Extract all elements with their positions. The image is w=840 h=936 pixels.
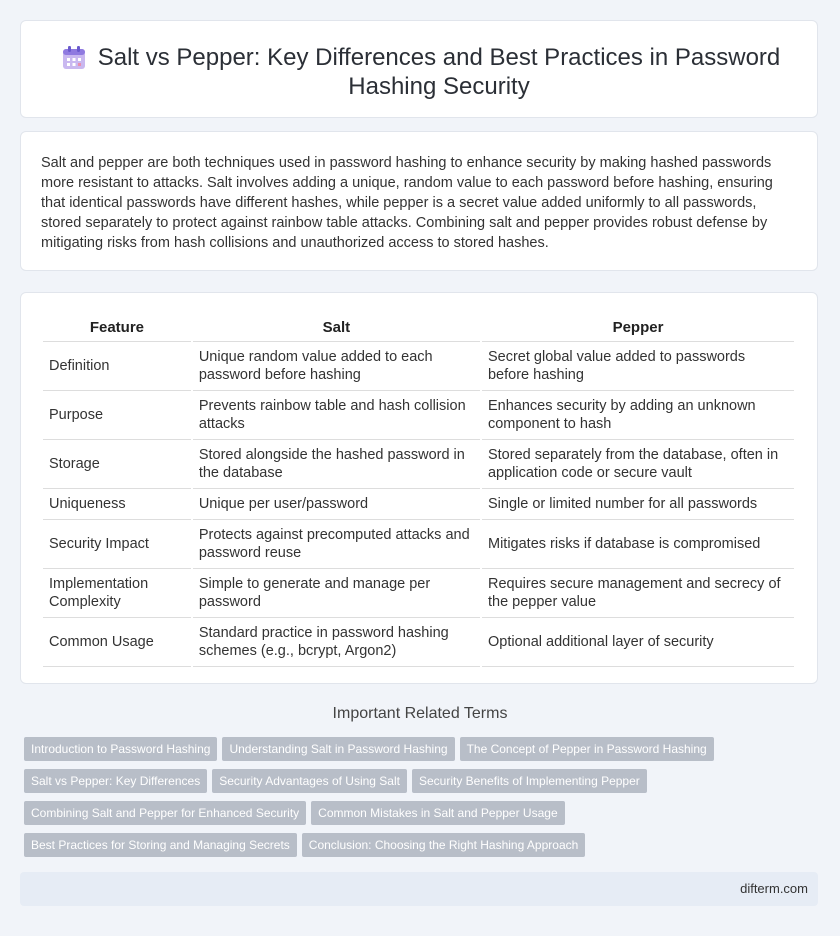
- header-feature: Feature: [43, 313, 191, 342]
- related-term-tag[interactable]: Salt vs Pepper: Key Differences: [24, 769, 207, 793]
- table-row: [43, 489, 794, 520]
- table-cell: Unique random value added to each password before hashing: [193, 342, 480, 391]
- table-cell: Stored alongside the hashed password in the database: [193, 440, 480, 489]
- related-term-tag[interactable]: The Concept of Pepper in Password Hashing: [460, 737, 714, 761]
- related-term-tag[interactable]: Introduction to Password Hashing: [24, 737, 217, 761]
- page-header: [20, 20, 818, 118]
- table-cell: Simple to generate and manage per password: [193, 569, 480, 618]
- page-footer: [20, 872, 818, 906]
- related-term-tag[interactable]: Combining Salt and Pepper for Enhanced Security: [24, 801, 306, 825]
- related-terms-list: [24, 737, 804, 865]
- table-row: [43, 618, 794, 667]
- table-cell: Storage: [43, 440, 191, 489]
- table-cell: Mitigates risks if database is compromised: [482, 520, 794, 569]
- table-cell: Single or limited number for all passwords: [482, 489, 794, 520]
- related-terms-heading: Important Related Terms: [332, 705, 508, 722]
- table-cell: Stored separately from the database, often in application code or secure vault: [482, 440, 794, 489]
- table-cell: Purpose: [43, 391, 191, 440]
- table-row: [43, 569, 794, 618]
- related-term-tag[interactable]: Security Advantages of Using Salt: [212, 769, 407, 793]
- table-row: [43, 342, 794, 391]
- related-term-tag[interactable]: Understanding Salt in Password Hashing: [222, 737, 454, 761]
- page-title: Salt vs Pepper: Key Differences and Best Practices in Password Hashing Security: [97, 44, 781, 100]
- table-row: [43, 520, 794, 569]
- table-cell: Implementation Complexity: [43, 569, 191, 618]
- table-cell: Optional additional layer of security: [482, 618, 794, 667]
- table-cell: Security Impact: [43, 520, 191, 569]
- related-term-tag[interactable]: Security Benefits of Implementing Pepper: [412, 769, 647, 793]
- comparison-table-card: [20, 292, 818, 684]
- table-cell: Enhances security by adding an unknown component to hash: [482, 391, 794, 440]
- related-term-tag[interactable]: Common Mistakes in Salt and Pepper Usage: [311, 801, 564, 825]
- related-term-tag[interactable]: Best Practices for Storing and Managing Secrets: [24, 833, 297, 857]
- table-cell: Standard practice in password hashing schemes (e.g., bcrypt, Argon2): [193, 618, 480, 667]
- intro-section: [20, 131, 818, 271]
- header-salt: Salt: [193, 313, 480, 342]
- table-row: [43, 391, 794, 440]
- table-cell: Prevents rainbow table and hash collision attacks: [193, 391, 480, 440]
- table-cell: Definition: [43, 342, 191, 391]
- table-row: [43, 440, 794, 489]
- comparison-table: [41, 313, 796, 667]
- intro-paragraph: Salt and pepper are both techniques used in password hashing to enhance security by making hashed passwords more resistant to attacks. Salt involves adding a unique, random value to each password before hashing, ensuring that identical passwords have different hashes, while pepper is a secret value added uniformly to all passwords, stored separately to protect against rainbow table attacks. Combining salt and pepper provides robust defense by mitigating risks from hash collisions and unauthorized access to stored hashes.: [41, 155, 773, 251]
- table-cell: Protects against precomputed attacks and password reuse: [193, 520, 480, 569]
- table-cell: Common Usage: [43, 618, 191, 667]
- table-cell: Requires secure management and secrecy of the pepper value: [482, 569, 794, 618]
- header-pepper: Pepper: [482, 313, 794, 342]
- footer-site-link[interactable]: difterm.com: [740, 881, 808, 896]
- table-header-row: [43, 313, 794, 342]
- table-cell: Unique per user/password: [193, 489, 480, 520]
- table-cell: Uniqueness: [43, 489, 191, 520]
- related-term-tag[interactable]: Conclusion: Choosing the Right Hashing Approach: [302, 833, 586, 857]
- table-cell: Secret global value added to passwords before hashing: [482, 342, 794, 391]
